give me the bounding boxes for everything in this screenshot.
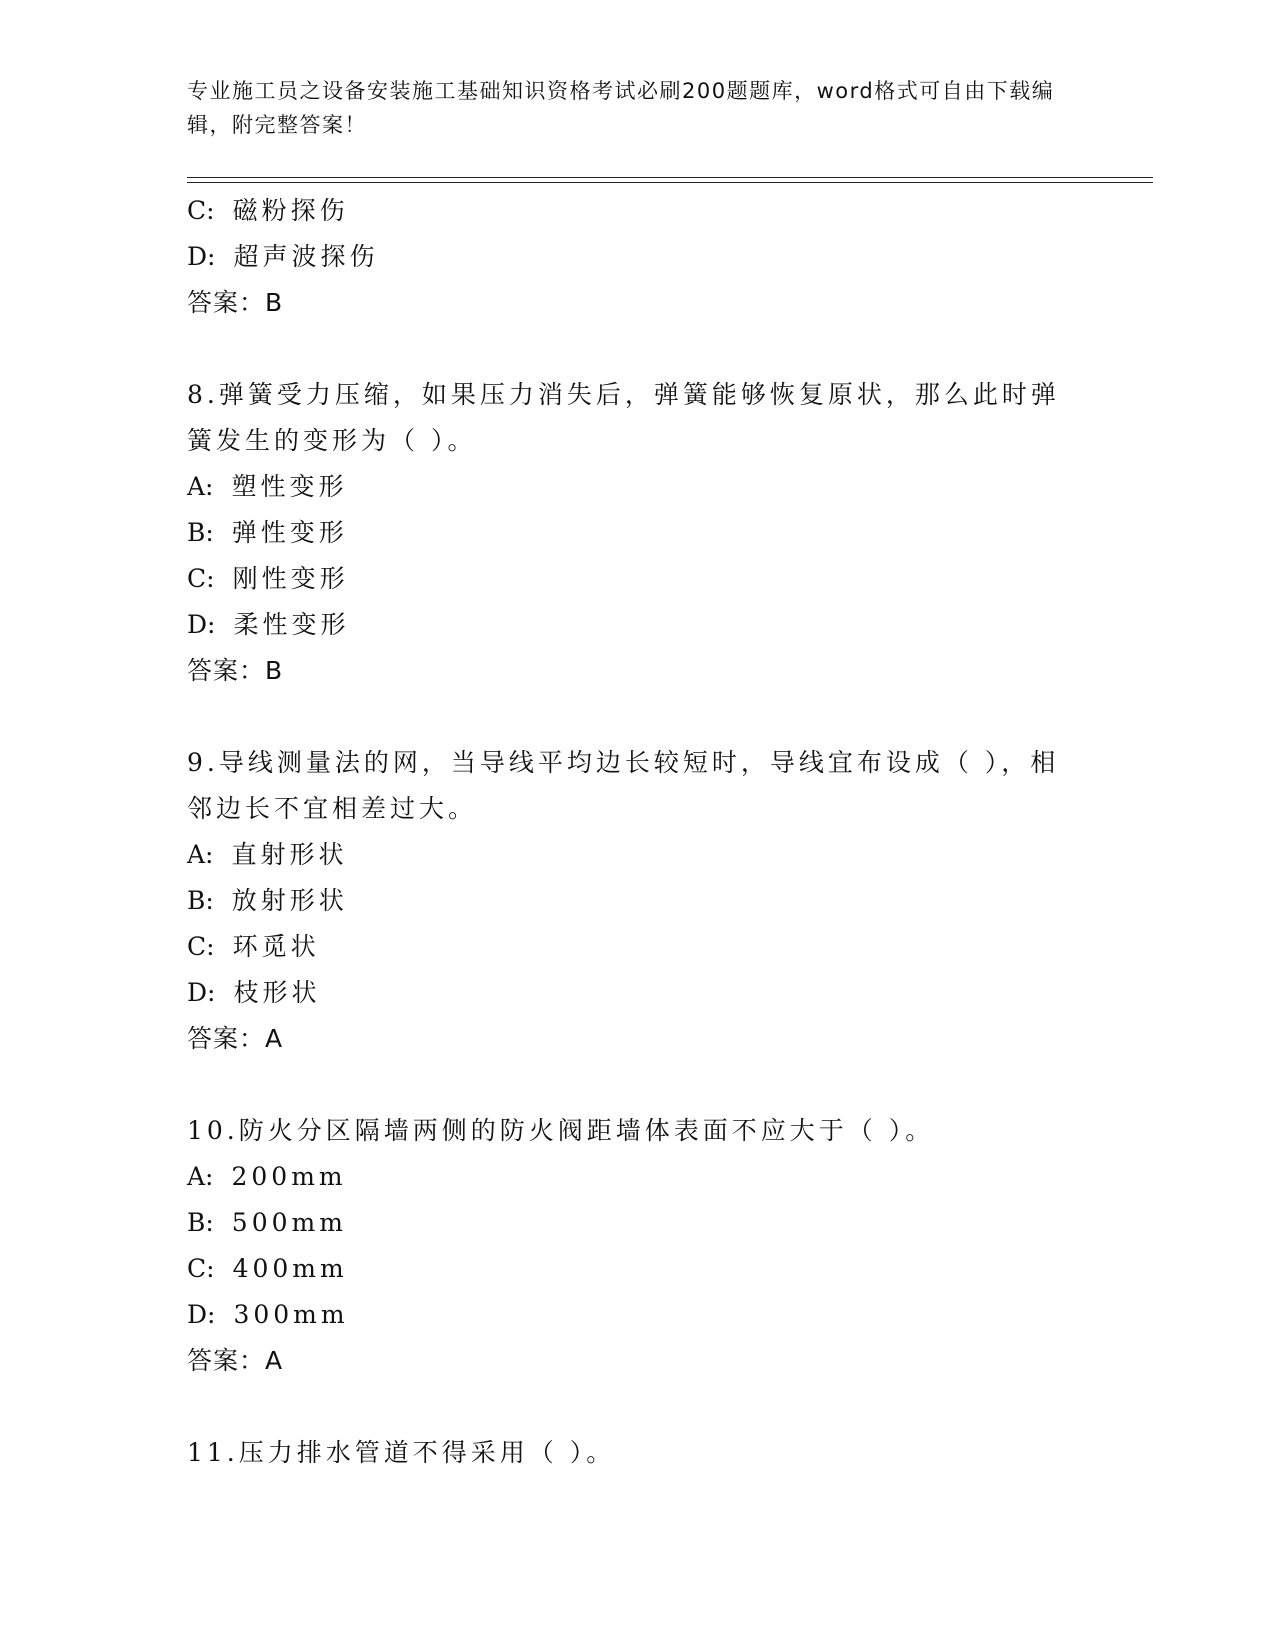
answer: 答案：A bbox=[187, 1024, 284, 1053]
option-text: 环觅状 bbox=[232, 932, 320, 961]
option-d bbox=[187, 970, 1087, 1016]
option-b bbox=[187, 510, 1087, 556]
option-text: 刚性变形 bbox=[232, 564, 349, 593]
option-d bbox=[187, 1292, 1087, 1338]
option-a bbox=[187, 1154, 1087, 1200]
option-label: B: bbox=[187, 1208, 214, 1237]
option-label: C: bbox=[187, 1254, 215, 1283]
spacer bbox=[187, 694, 1087, 740]
header-rule-bottom bbox=[187, 182, 1153, 183]
option-c bbox=[187, 924, 1087, 970]
option-b bbox=[187, 878, 1087, 924]
option-label: A: bbox=[187, 1162, 214, 1191]
spacer bbox=[187, 1384, 1087, 1430]
question-text: 9.导线测量法的网，当导线平均边长较短时，导线宜布设成（ ），相邻边长不宜相差过大。 bbox=[187, 748, 1060, 823]
answer: 答案：B bbox=[187, 288, 284, 317]
option-text: 枝形状 bbox=[233, 978, 321, 1007]
option-label: B: bbox=[187, 518, 214, 547]
question-11 bbox=[187, 1430, 1087, 1476]
spacer bbox=[187, 326, 1087, 372]
option-label: D: bbox=[187, 610, 216, 639]
answer: 答案：A bbox=[187, 1346, 284, 1375]
option-c bbox=[187, 1246, 1087, 1292]
option-text: 500mm bbox=[231, 1208, 347, 1237]
option-d bbox=[187, 234, 1087, 280]
option-text: 柔性变形 bbox=[233, 610, 350, 639]
option-text: 超声波探伤 bbox=[233, 242, 379, 271]
option-text: 弹性变形 bbox=[231, 518, 348, 547]
option-c bbox=[187, 188, 1087, 234]
option-d bbox=[187, 602, 1087, 648]
option-label: B: bbox=[187, 886, 214, 915]
option-label: D: bbox=[187, 1300, 216, 1329]
option-text: 放射形状 bbox=[231, 886, 348, 915]
option-label: C: bbox=[187, 564, 215, 593]
option-label: C: bbox=[187, 196, 215, 225]
question-10 bbox=[187, 1108, 1087, 1384]
document-header: 专业施工员之设备安装施工基础知识资格考试必刷200题题库，word格式可自由下载编辑，附完整答案！ bbox=[187, 79, 1055, 137]
option-label: A: bbox=[187, 840, 214, 869]
option-label: A: bbox=[187, 472, 214, 501]
option-a bbox=[187, 464, 1087, 510]
question-text: 10.防火分区隔墙两侧的防火阀距墙体表面不应大于（ ）。 bbox=[187, 1116, 935, 1145]
option-text: 直射形状 bbox=[231, 840, 348, 869]
option-label: D: bbox=[187, 242, 216, 271]
option-c bbox=[187, 556, 1087, 602]
continued-question bbox=[187, 188, 1087, 326]
option-text: 塑性变形 bbox=[231, 472, 348, 501]
option-a bbox=[187, 832, 1087, 878]
question-text: 11.压力排水管道不得采用（ ）。 bbox=[187, 1438, 616, 1467]
question-text: 8.弹簧受力压缩，如果压力消失后，弹簧能够恢复原状，那么此时弹簧发生的变形为（ ）。 bbox=[187, 380, 1060, 455]
spacer bbox=[187, 1062, 1087, 1108]
question-8 bbox=[187, 372, 1087, 694]
question-list bbox=[187, 188, 1087, 1476]
option-text: 300mm bbox=[233, 1300, 349, 1329]
answer: 答案：B bbox=[187, 656, 284, 685]
option-b bbox=[187, 1200, 1087, 1246]
option-text: 200mm bbox=[231, 1162, 347, 1191]
option-text: 磁粉探伤 bbox=[232, 196, 349, 225]
option-label: D: bbox=[187, 978, 216, 1007]
option-text: 400mm bbox=[232, 1254, 348, 1283]
header-rule-top bbox=[187, 177, 1153, 178]
question-9 bbox=[187, 740, 1087, 1062]
option-label: C: bbox=[187, 932, 215, 961]
